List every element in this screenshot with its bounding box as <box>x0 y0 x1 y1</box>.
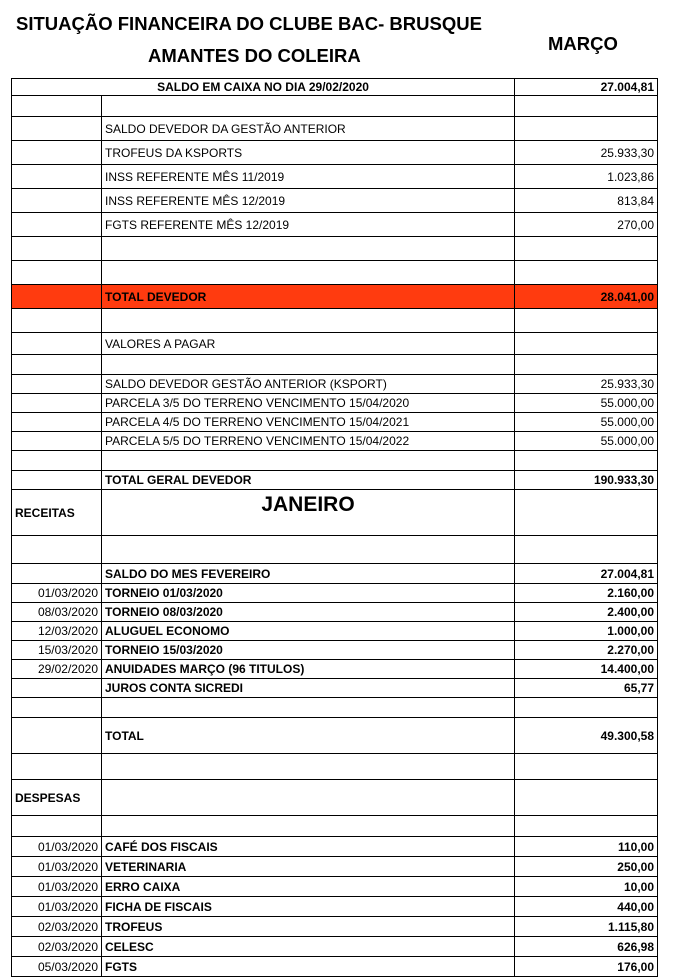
table-row <box>12 564 658 584</box>
date-cell <box>12 471 102 490</box>
amount-cell <box>515 451 658 471</box>
description-cell: PARCELA 4/5 DO TERRENO VENCIMENTO 15/04/2021 <box>102 413 515 432</box>
month-label: MARÇO <box>548 33 618 54</box>
table-row <box>12 165 658 189</box>
amount-cell: 176,00 <box>515 957 658 977</box>
table-row <box>12 897 658 917</box>
table-row <box>12 117 658 141</box>
date-cell: 01/03/2020 <box>12 857 102 877</box>
table-row <box>12 816 658 837</box>
table-row <box>12 679 658 698</box>
description-cell: TOTAL DEVEDOR <box>102 285 515 309</box>
table-row <box>12 603 658 622</box>
table-row <box>12 141 658 165</box>
date-cell <box>12 375 102 394</box>
page-title-line1: SITUAÇÃO FINANCEIRA DO CLUBE BAC- BRUSQUE <box>16 13 482 34</box>
date-cell <box>12 394 102 413</box>
table-row <box>12 261 658 285</box>
description-cell: CELESC <box>102 937 515 957</box>
date-cell <box>12 451 102 471</box>
date-cell <box>12 432 102 451</box>
description-cell: INSS REFERENTE MÊS 11/2019 <box>102 165 515 189</box>
amount-cell: 2.270,00 <box>515 641 658 660</box>
amount-cell: 25.933,30 <box>515 141 658 165</box>
date-cell: 01/03/2020 <box>12 837 102 857</box>
table-row <box>12 471 658 490</box>
date-cell <box>12 333 102 355</box>
table-row <box>12 718 658 754</box>
description-cell <box>102 451 515 471</box>
date-cell <box>12 141 102 165</box>
table-row <box>12 79 658 96</box>
description-cell: PARCELA 3/5 DO TERRENO VENCIMENTO 15/04/2020 <box>102 394 515 413</box>
date-cell: 29/02/2020 <box>12 660 102 679</box>
table-row <box>12 622 658 641</box>
amount-cell: 27.004,81 <box>515 564 658 584</box>
description-cell: TROFEUS <box>102 917 515 937</box>
date-cell: 02/03/2020 <box>12 937 102 957</box>
description-cell: TORNEIO 15/03/2020 <box>102 641 515 660</box>
table-row <box>12 189 658 213</box>
date-cell <box>12 96 102 117</box>
table-row <box>12 451 658 471</box>
date-cell <box>12 413 102 432</box>
description-cell: SALDO DEVEDOR DA GESTÃO ANTERIOR <box>102 117 515 141</box>
amount-cell: 27.004,81 <box>515 79 658 96</box>
date-cell: DESPESAS <box>12 780 102 816</box>
date-cell <box>12 189 102 213</box>
date-cell <box>12 237 102 261</box>
description-cell: TROFEUS DA KSPORTS <box>102 141 515 165</box>
description-cell: CAFÉ DOS FISCAIS <box>102 837 515 857</box>
table-row <box>12 957 658 977</box>
amount-cell: 813,84 <box>515 189 658 213</box>
amount-cell: 55.000,00 <box>515 432 658 451</box>
table-row <box>12 584 658 603</box>
date-cell: 08/03/2020 <box>12 603 102 622</box>
table-row <box>12 309 658 333</box>
table-row <box>12 698 658 718</box>
amount-cell: 1.000,00 <box>515 622 658 641</box>
amount-cell: 110,00 <box>515 837 658 857</box>
description-cell <box>102 355 515 375</box>
description-cell <box>102 96 515 117</box>
table-row <box>12 432 658 451</box>
description-cell: FICHA DE FISCAIS <box>102 897 515 917</box>
page-title-line2: AMANTES DO COLEIRA <box>148 45 361 66</box>
description-cell <box>102 309 515 333</box>
description-cell: VETERINARIA <box>102 857 515 877</box>
table-row <box>12 754 658 780</box>
description-cell <box>102 816 515 837</box>
date-cell <box>12 679 102 698</box>
date-cell <box>12 698 102 718</box>
amount-cell <box>515 309 658 333</box>
description-cell <box>102 780 515 816</box>
description-cell: ALUGUEL ECONOMO <box>102 622 515 641</box>
date-cell <box>12 117 102 141</box>
table-row <box>12 877 658 897</box>
description-cell: SALDO EM CAIXA NO DIA 29/02/2020 <box>12 79 515 96</box>
description-cell: VALORES A PAGAR <box>102 333 515 355</box>
description-cell: SALDO DEVEDOR GESTÃO ANTERIOR (KSPORT) <box>102 375 515 394</box>
date-cell <box>12 564 102 584</box>
table-row <box>12 641 658 660</box>
table-row <box>12 937 658 957</box>
date-cell <box>12 213 102 237</box>
date-cell <box>12 536 102 564</box>
amount-cell <box>515 490 658 536</box>
amount-cell: 1.023,86 <box>515 165 658 189</box>
description-cell: SALDO DO MES FEVEREIRO <box>102 564 515 584</box>
date-cell: 01/03/2020 <box>12 584 102 603</box>
amount-cell: 65,77 <box>515 679 658 698</box>
amount-cell: 270,00 <box>515 213 658 237</box>
date-cell <box>12 165 102 189</box>
table-row <box>12 490 658 536</box>
description-cell <box>102 754 515 780</box>
amount-cell: 55.000,00 <box>515 394 658 413</box>
amount-cell <box>515 780 658 816</box>
description-cell: TORNEIO 08/03/2020 <box>102 603 515 622</box>
table-row <box>12 857 658 877</box>
date-cell <box>12 355 102 375</box>
description-cell: ERRO CAIXA <box>102 877 515 897</box>
amount-cell: 1.115,80 <box>515 917 658 937</box>
financial-table <box>11 78 658 977</box>
table-row <box>12 837 658 857</box>
description-cell: TORNEIO 01/03/2020 <box>102 584 515 603</box>
amount-cell: 440,00 <box>515 897 658 917</box>
amount-cell: 14.400,00 <box>515 660 658 679</box>
table-row <box>12 394 658 413</box>
amount-cell <box>515 355 658 375</box>
date-cell <box>12 718 102 754</box>
description-cell: JANEIRO <box>102 490 515 536</box>
amount-cell: 2.160,00 <box>515 584 658 603</box>
description-cell <box>102 698 515 718</box>
description-cell: TOTAL GERAL DEVEDOR <box>102 471 515 490</box>
date-cell: 01/03/2020 <box>12 877 102 897</box>
table-row <box>12 333 658 355</box>
description-cell: ANUIDADES MARÇO (96 TITULOS) <box>102 660 515 679</box>
table-row <box>12 917 658 937</box>
amount-cell: 190.933,30 <box>515 471 658 490</box>
date-cell <box>12 285 102 309</box>
table-row <box>12 237 658 261</box>
date-cell: 05/03/2020 <box>12 957 102 977</box>
date-cell: 15/03/2020 <box>12 641 102 660</box>
amount-cell <box>515 237 658 261</box>
amount-cell <box>515 333 658 355</box>
amount-cell: 49.300,58 <box>515 718 658 754</box>
amount-cell <box>515 816 658 837</box>
description-cell: PARCELA 5/5 DO TERRENO VENCIMENTO 15/04/2022 <box>102 432 515 451</box>
description-cell: JUROS CONTA SICREDI <box>102 679 515 698</box>
description-cell <box>102 536 515 564</box>
amount-cell <box>515 261 658 285</box>
amount-cell: 626,98 <box>515 937 658 957</box>
amount-cell: 28.041,00 <box>515 285 658 309</box>
date-cell: RECEITAS <box>12 490 102 536</box>
amount-cell: 2.400,00 <box>515 603 658 622</box>
description-cell: INSS REFERENTE MÊS 12/2019 <box>102 189 515 213</box>
date-cell: 01/03/2020 <box>12 897 102 917</box>
description-cell: FGTS REFERENTE MÊS 12/2019 <box>102 213 515 237</box>
date-cell <box>12 309 102 333</box>
table-row <box>12 375 658 394</box>
table-row <box>12 96 658 117</box>
table-row <box>12 536 658 564</box>
table-row <box>12 413 658 432</box>
amount-cell <box>515 96 658 117</box>
description-cell <box>102 261 515 285</box>
description-cell: TOTAL <box>102 718 515 754</box>
amount-cell: 55.000,00 <box>515 413 658 432</box>
amount-cell: 10,00 <box>515 877 658 897</box>
table-row <box>12 285 658 309</box>
date-cell <box>12 816 102 837</box>
date-cell <box>12 261 102 285</box>
date-cell <box>12 754 102 780</box>
description-cell: FGTS <box>102 957 515 977</box>
amount-cell <box>515 536 658 564</box>
date-cell: 12/03/2020 <box>12 622 102 641</box>
table-row <box>12 660 658 679</box>
description-cell <box>102 237 515 261</box>
amount-cell <box>515 754 658 780</box>
table-row <box>12 213 658 237</box>
amount-cell: 250,00 <box>515 857 658 877</box>
amount-cell: 25.933,30 <box>515 375 658 394</box>
table-row <box>12 355 658 375</box>
amount-cell <box>515 698 658 718</box>
date-cell: 02/03/2020 <box>12 917 102 937</box>
table-row <box>12 780 658 816</box>
amount-cell <box>515 117 658 141</box>
